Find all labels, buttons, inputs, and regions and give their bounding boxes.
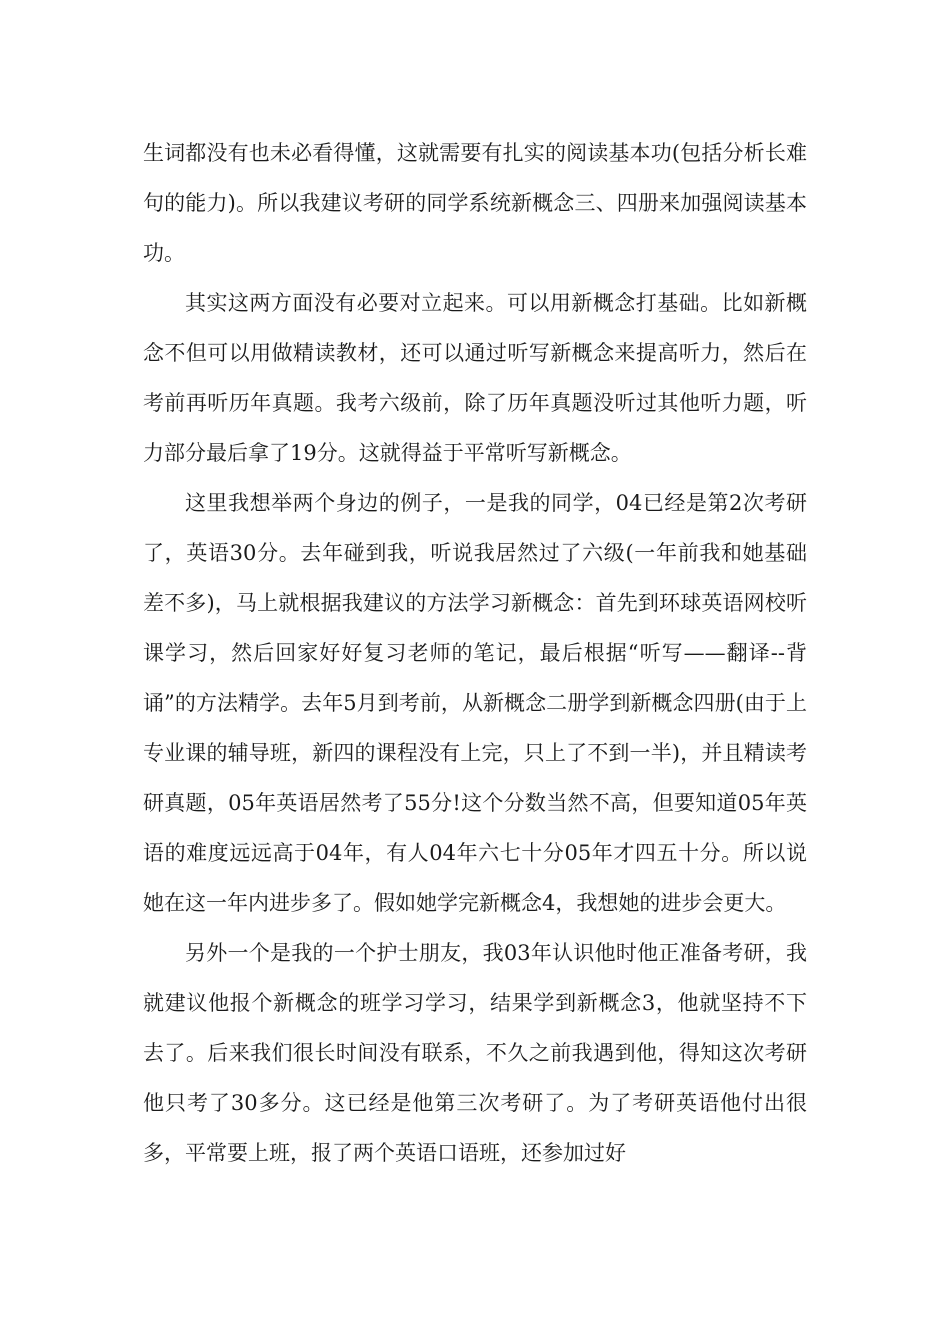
paragraph-3: 这里我想举两个身边的例子，一是我的同学，04已经是第2次考研了，英语30分。去年碰到我，听说我居然过了六级(一年前我和她基础差不多)，马上就根据我建议的方法学习新概念：首先到环球英语网校听课学习，然后回家好好复习老师的笔记，最后根据“听写——翻译--背诵”的方法精学。去年5月到考前，从新概念二册学到新概念四册(由于上专业课的辅导班，新四的课程没有上完，只上了不到一半)，并且精读考研真题，05年英语居然考了55分!这个分数当然不高，但要知道05年英语的难度远远高于04年，有人04年六七十分05年才四五十分。所以说她在这一年内进步多了。假如她学完新概念4，我想她的进步会更大。 bbox=[143, 491, 807, 915]
paragraph-1: 生词都没有也未必看得懂，这就需要有扎实的阅读基本功(包括分析长难句的能力)。所以我建议考研的同学系统新概念三、四册来加强阅读基本功。 bbox=[143, 141, 807, 265]
paragraph-4: 另外一个是我的一个护士朋友，我03年认识他时他正准备考研，我就建议他报个新概念的班学习学习，结果学到新概念3，他就坚持不下去了。后来我们很长时间没有联系，不久之前我遇到他，得知这次考研他只考了30多分。这已经是他第三次考研了。为了考研英语他付出很多，平常要上班，报了两个英语口语班，还参加过好 bbox=[143, 941, 807, 1165]
paragraph-2: 其实这两方面没有必要对立起来。可以用新概念打基础。比如新概念不但可以用做精读教材，还可以通过听写新概念来提高听力，然后在考前再听历年真题。我考六级前，除了历年真题没听过其他听力题，听力部分最后拿了19分。这就得益于平常听写新概念。 bbox=[143, 291, 807, 465]
document-body bbox=[143, 128, 807, 1178]
